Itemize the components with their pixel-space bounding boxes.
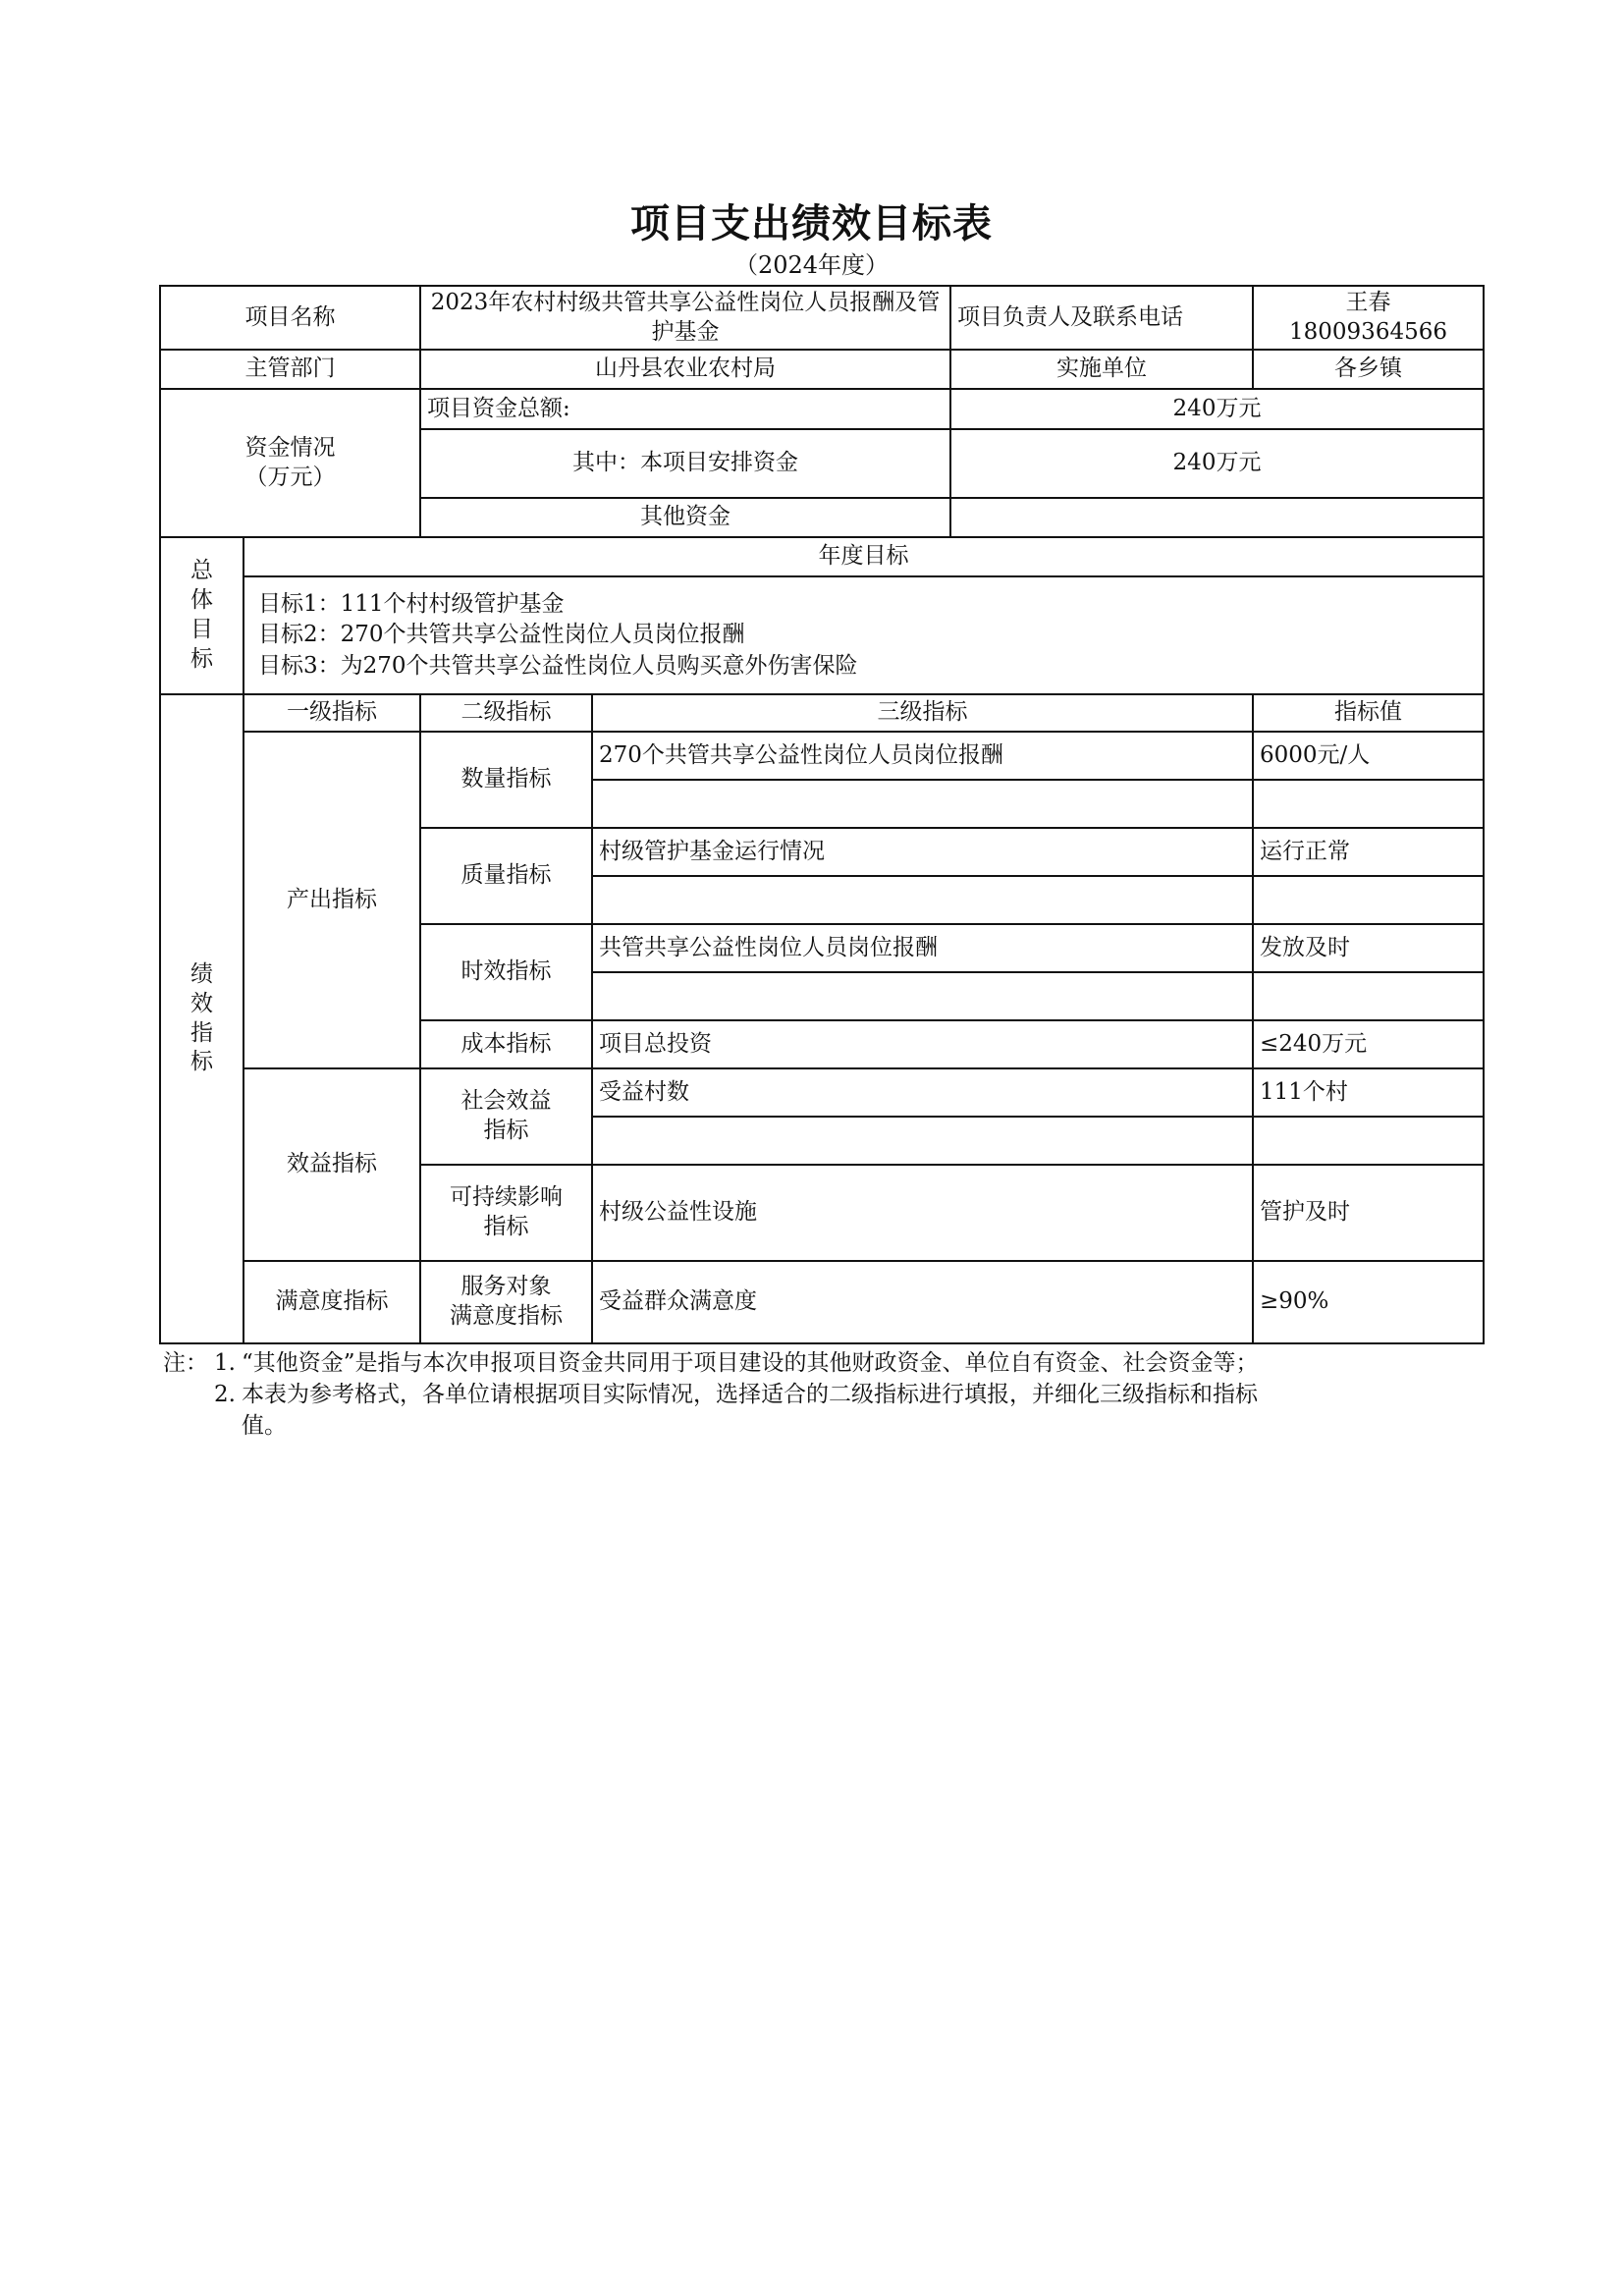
side-char: 绩 [190, 960, 213, 987]
side-char: 指 [190, 1019, 213, 1046]
header-level2: 二级指标 [420, 694, 592, 732]
indicator-value-cell [1253, 972, 1484, 1020]
performance-indicator-side-label [160, 694, 243, 1343]
funds-label-line2: （万元） [244, 464, 336, 490]
overall-target-side-label [160, 537, 243, 694]
label-line: 指标 [483, 1214, 529, 1239]
funds-total-value: 240万元 [950, 389, 1484, 429]
dept-value: 山丹县农业农村局 [420, 350, 950, 389]
unit-label: 实施单位 [950, 350, 1253, 389]
annual-target-header: 年度目标 [243, 537, 1484, 576]
funds-arranged-label: 其中：本项目安排资金 [420, 429, 950, 498]
indicator-value-cell: 管护及时 [1253, 1165, 1484, 1261]
contact-label: 项目负责人及联系电话 [950, 286, 1253, 350]
label-line: 满意度指标 [450, 1303, 563, 1329]
indicator-value-cell: ≥90% [1253, 1261, 1484, 1343]
goal-item: 目标1：111个村村级管护基金 [258, 591, 565, 618]
funds-other-label: 其他资金 [420, 498, 950, 537]
benefit-indicator-label: 效益指标 [243, 1068, 420, 1261]
indicator-value-cell [1253, 1117, 1484, 1165]
indicator-level3-cell: 受益群众满意度 [592, 1261, 1253, 1343]
label-line: 社会效益 [460, 1088, 552, 1115]
indicator-level3-cell: 270个共管共享公益性岗位人员岗位报酬 [592, 732, 1253, 780]
indicator-level3-cell [592, 972, 1253, 1020]
page-title: 项目支出绩效目标表 [630, 201, 993, 246]
annual-target-goals [243, 576, 1484, 694]
indicator-value-cell: 发放及时 [1253, 924, 1484, 972]
indicator-value-cell [1253, 876, 1484, 924]
indicator-level3-cell: 项目总投资 [592, 1020, 1253, 1068]
indicator-value-cell: ≤240万元 [1253, 1020, 1484, 1068]
header-level1: 一级指标 [243, 694, 420, 732]
indicator-level3-cell [592, 876, 1253, 924]
indicator-value-cell: 运行正常 [1253, 828, 1484, 876]
social-benefit-indicator-label [420, 1068, 592, 1165]
performance-target-table [159, 285, 1485, 1344]
side-char: 标 [190, 645, 213, 672]
dept-label: 主管部门 [160, 350, 420, 389]
note-item [163, 1379, 1302, 1442]
note-item [163, 1347, 1302, 1379]
note-text: 本表为参考格式，各单位请根据项目实际情况，选择适合的二级指标进行填报，并细化三级指标和指标值。 [242, 1382, 1258, 1440]
satisfaction-indicator-label: 满意度指标 [243, 1261, 420, 1343]
side-char: 效 [190, 990, 213, 1016]
goal-item: 目标2：270个共管共享公益性岗位人员岗位报酬 [258, 622, 745, 648]
indicator-level3-cell [592, 780, 1253, 828]
cost-indicator-label: 成本指标 [420, 1020, 592, 1068]
note-number: 1. [214, 1350, 236, 1376]
quality-indicator-label: 质量指标 [420, 828, 592, 924]
side-char: 目 [190, 617, 213, 642]
label-line: 可持续影响 [450, 1184, 563, 1211]
note-lead: 注： [163, 1350, 208, 1376]
timeliness-indicator-label: 时效指标 [420, 924, 592, 1020]
indicator-level3-cell [592, 1117, 1253, 1165]
indicator-level3-cell: 共管共享公益性岗位人员岗位报酬 [592, 924, 1253, 972]
sustainable-impact-indicator-label [420, 1165, 592, 1261]
funds-label [160, 389, 420, 537]
note-number: 2. [214, 1382, 236, 1408]
quantity-indicator-label: 数量指标 [420, 732, 592, 828]
note-lead-spacer [163, 1379, 214, 1442]
funds-label-line1: 资金情况 [244, 434, 336, 461]
project-name-label: 项目名称 [160, 286, 420, 350]
label-line: 服务对象 [460, 1274, 552, 1300]
indicator-level3-cell: 村级管护基金运行情况 [592, 828, 1253, 876]
project-name-value: 2023年农村村级共管共享公益性岗位人员报酬及管护基金 [420, 286, 950, 350]
notes [163, 1347, 1302, 1443]
funds-other-value [950, 498, 1484, 537]
side-char: 体 [190, 587, 213, 614]
indicator-value-cell: 111个村 [1253, 1068, 1484, 1117]
side-char: 总 [190, 558, 213, 584]
side-char: 标 [190, 1049, 213, 1075]
indicator-value-cell: 6000元/人 [1253, 732, 1484, 780]
page-subtitle: （2024年度） [733, 251, 890, 279]
output-indicator-label: 产出指标 [243, 732, 420, 1068]
service-satisfaction-indicator-label [420, 1261, 592, 1343]
indicator-level3-cell: 村级公益性设施 [592, 1165, 1253, 1261]
funds-total-label: 项目资金总额: [420, 389, 950, 429]
label-line: 指标 [483, 1118, 529, 1143]
indicator-value-cell [1253, 780, 1484, 828]
note-text: “其他资金”是指与本次申报项目资金共同用于项目建设的其他财政资金、单位自有资金、社会资金等； [242, 1350, 1259, 1376]
indicator-level3-cell: 受益村数 [592, 1068, 1253, 1117]
unit-value: 各乡镇 [1253, 350, 1484, 389]
contact-value: 王春 18009364566 [1253, 286, 1484, 350]
funds-arranged-value: 240万元 [950, 429, 1484, 498]
header-level3: 三级指标 [592, 694, 1253, 732]
goal-item: 目标3：为270个共管共享公益性岗位人员购买意外伤害保险 [258, 652, 858, 679]
header-value: 指标值 [1253, 694, 1484, 732]
